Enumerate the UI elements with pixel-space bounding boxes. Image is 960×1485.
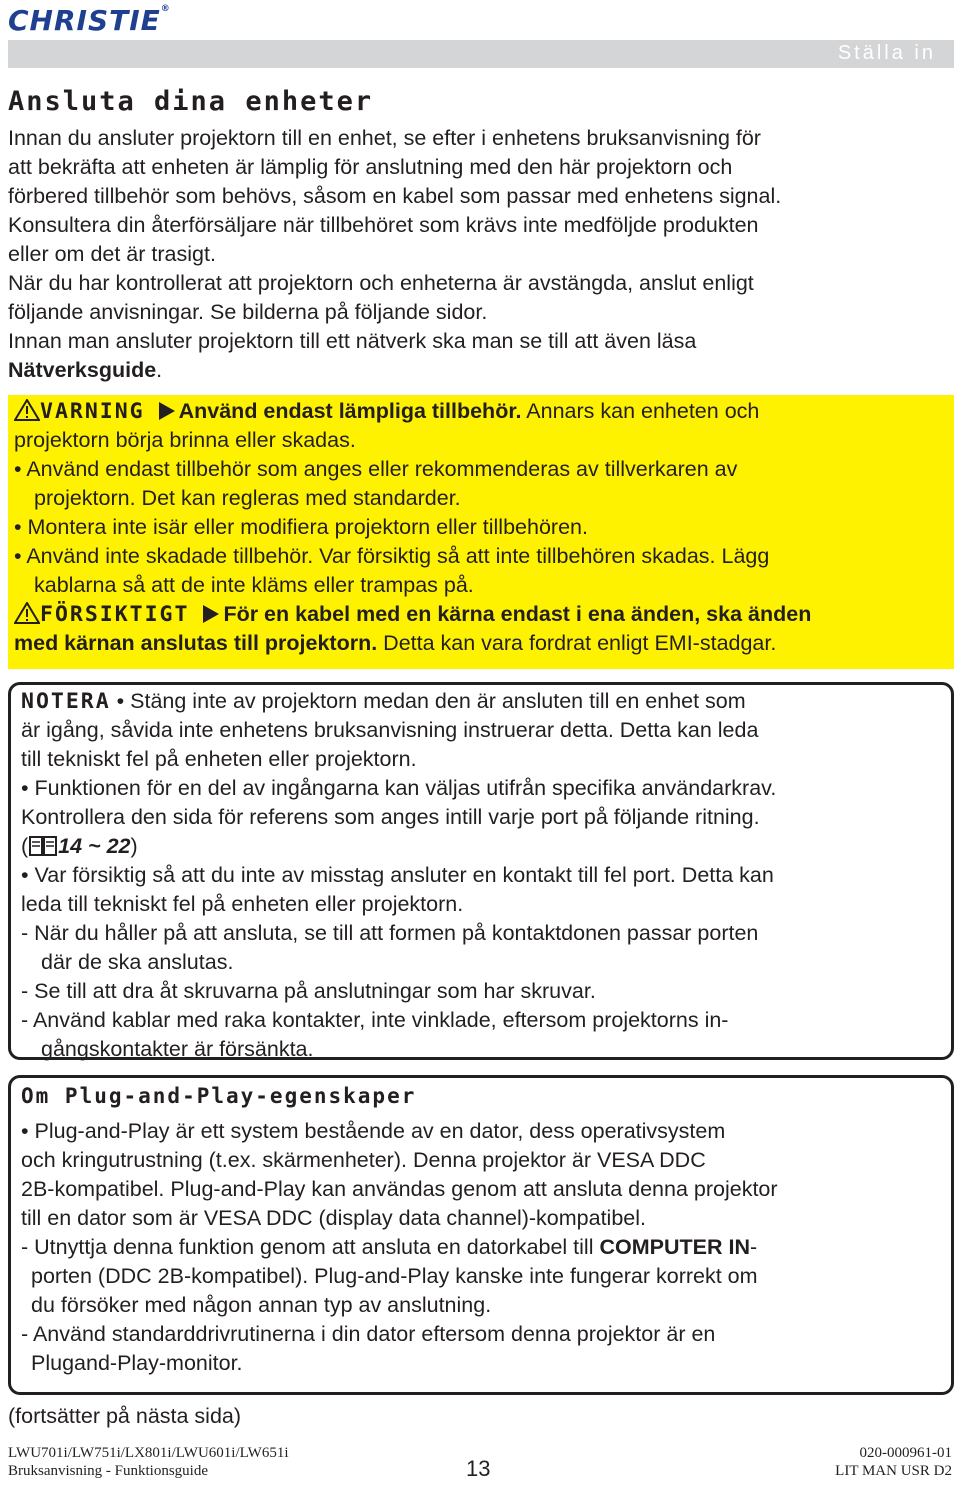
note-reference: ( 14 ~ 22)	[21, 834, 138, 858]
footer-models: LWU701i/LW751i/LX801i/LWU601i/LW651i	[8, 1445, 289, 1461]
warning-line: projektorn börja brinna eller skadas.	[14, 428, 356, 452]
pnp-line: och kringutrustning (t.ex. skärmenheter). Denna projektor är VESA DDC	[21, 1148, 706, 1172]
intro-line: eller om det är trasigt.	[8, 242, 216, 266]
intro-line: Konsultera din återförsäljare när tillbehöret som krävs inte medföljde produkten	[8, 213, 759, 237]
note-line: - Se till att dra åt skruvarna på anslutningar som har skruvar.	[21, 979, 596, 1003]
note-line: • Var försiktig så att du inte av misstag ansluter en kontakt till fel port. Detta kan	[21, 863, 774, 887]
warning-block	[8, 395, 954, 669]
pnp-line: du försöker med någon annan typ av anslutning.	[31, 1293, 492, 1317]
footer-right	[835, 1444, 952, 1480]
page-title: Ansluta dina enheter	[8, 86, 374, 117]
pnp-line: 2B-kompatibel. Plug-and-Play kan användas genom att ansluta denna projektor	[21, 1177, 778, 1201]
note-box	[8, 682, 954, 1060]
intro-line: att bekräfta att enheten är lämplig för anslutning med den här projektorn och	[8, 155, 733, 179]
footer-manual: Bruksanvisning - Funktionsguide	[8, 1463, 209, 1479]
warning-bullet-cont: projektorn. Det kan regleras med standarder.	[34, 486, 461, 510]
warning-label: VARNING	[40, 399, 145, 424]
note-line: NOTERA • Stäng inte av projektorn medan den är ansluten till en enhet som	[21, 689, 746, 714]
note-line: • Funktionen för en del av ingångarna kan väljas utifrån specifika användarkrav.	[21, 776, 777, 800]
note-line: leda till tekniskt fel på enheten eller projektorn.	[21, 892, 464, 916]
arrow-icon	[159, 402, 175, 420]
note-line: - När du håller på att ansluta, se till att formen på kontaktdonen passar porten	[21, 921, 759, 945]
plug-and-play-box	[8, 1075, 954, 1395]
intro-line: följande anvisningar. Se bilderna på följande sidor.	[8, 300, 488, 324]
note-line: till tekniskt fel på enheten eller projektorn.	[21, 747, 417, 771]
pnp-line: till en dator som är VESA DDC (display data channel)-kompatibel.	[21, 1206, 646, 1230]
warning-triangle-icon	[14, 399, 40, 421]
warning-bullet-cont: kablarna så att de inte kläms eller trampas på.	[34, 573, 474, 597]
caution-label: FÖRSIKTIGT	[40, 602, 190, 627]
intro-line-last: Nätverksguide.	[8, 358, 163, 382]
continued-note: (fortsätter på nästa sida)	[8, 1404, 242, 1428]
arrow-icon	[203, 605, 219, 623]
caution-line: med kärnan anslutas till projektorn. Detta kan vara fordrat enligt EMI-stadgar.	[14, 631, 777, 655]
pnp-line: porten (DDC 2B-kompatibel). Plug-and-Play kanske inte fungerar korrekt om	[31, 1264, 758, 1288]
intro-line: Innan du ansluter projektorn till en enhet, se efter i enhetens bruksanvisning för	[8, 126, 761, 150]
warning-bullet: • Använd inte skadade tillbehör. Var försiktig så att inte tillbehören skadas. Lägg	[14, 544, 770, 568]
warning-bullet: • Montera inte isär eller modifiera projektorn eller tillbehören.	[14, 515, 588, 539]
note-line: är igång, såvida inte enhetens bruksanvisning instruerar detta. Detta kan leda	[21, 718, 759, 742]
section-header-bar	[8, 40, 954, 68]
christie-logo: CHRISTIE®	[8, 4, 171, 37]
pnp-title: Om Plug-and-Play-egenskaper	[21, 1084, 417, 1108]
intro-line: När du har kontrollerat att projektorn och enheterna är avstängda, anslut enligt	[8, 271, 754, 295]
footer-left	[8, 1444, 289, 1480]
warning-headline: VARNING Använd endast lämpliga tillbehör. Annars kan enheten och	[14, 397, 948, 426]
caution-headline: FÖRSIKTIGT För en kabel med en kärna endast i ena änden, ska änden	[14, 600, 948, 629]
page-reference[interactable]: 14 ~ 22	[58, 834, 131, 858]
caution-triangle-icon	[14, 602, 40, 624]
computer-in-port: COMPUTER IN	[599, 1235, 750, 1259]
footer-doc-number: 020-000961-01	[859, 1445, 952, 1461]
intro-line: förbered tillbehör som behövs, såsom en kabel som passar med enhetens signal.	[8, 184, 782, 208]
intro-line: Innan man ansluter projektorn till ett nätverk ska man se till att även läsa	[8, 329, 697, 353]
note-label: NOTERA	[21, 689, 111, 714]
intro-paragraph	[8, 124, 781, 385]
pnp-line: - Utnyttja denna funktion genom att ansluta en datorkabel till COMPUTER IN-	[21, 1235, 758, 1259]
pnp-line: • Plug-and-Play är ett system bestående av en dator, dess operativsystem	[21, 1119, 726, 1143]
note-line: - Använd kablar med raka kontakter, inte vinklade, eftersom projektorns in-	[21, 1008, 729, 1032]
page-number: 13	[466, 1456, 491, 1481]
note-line: där de ska anslutas.	[41, 950, 234, 974]
warning-bullet: • Använd endast tillbehör som anges eller rekommenderas av tillverkaren av	[14, 457, 738, 481]
note-line: Kontrollera den sida för referens som anges intill varje port på följande ritning.	[21, 805, 760, 829]
book-reference-icon	[28, 835, 58, 857]
network-guide-link-text: Nätverksguide	[8, 358, 157, 382]
footer-lit: LIT MAN USR D2	[835, 1463, 952, 1479]
section-label: Ställa in	[837, 42, 936, 64]
pnp-line: Plugand-Play-monitor.	[31, 1351, 243, 1375]
pnp-line: - Använd standarddrivrutinerna i din dator eftersom denna projektor är en	[21, 1322, 716, 1346]
note-line: gångskontakter är försänkta.	[41, 1037, 314, 1061]
